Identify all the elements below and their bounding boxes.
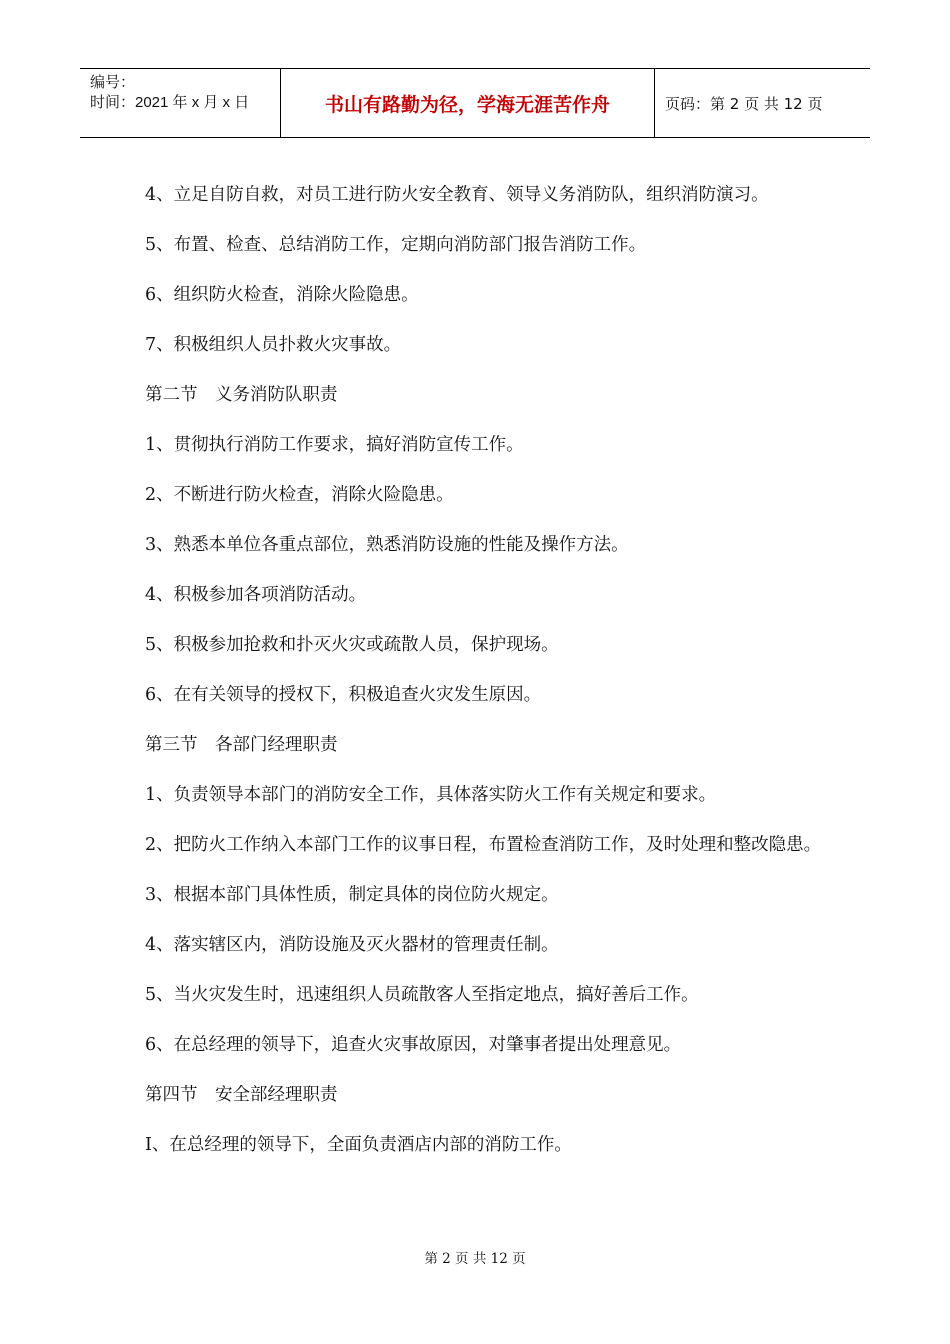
header-motto: 书山有路勤为径，学海无涯苦作舟 bbox=[281, 69, 655, 137]
paragraph: 3、根据本部门具体性质，制定具体的岗位防火规定。 bbox=[145, 885, 559, 905]
paragraph: 5、当火灾发生时，迅速组织人员疏散客人至指定地点，搞好善后工作。 bbox=[145, 985, 699, 1005]
paragraph: I、在总经理的领导下，全面负责酒店内部的消防工作。 bbox=[145, 1135, 572, 1155]
document-number-label: 编号： bbox=[90, 74, 136, 91]
paragraph: 7、积极组织人员扑救火灾事故。 bbox=[145, 335, 402, 355]
page-footer: 第 2 页 共 12 页 bbox=[424, 1251, 526, 1267]
paragraph: 2、不断进行防火检查，消除火险隐患。 bbox=[145, 485, 454, 505]
paragraph: 6、组织防火检查，消除火险隐患。 bbox=[145, 285, 419, 305]
paragraph: 5、积极参加抢救和扑灭火灾或疏散人员，保护现场。 bbox=[145, 635, 559, 655]
page-header bbox=[80, 68, 870, 138]
paragraph: 1、负责领导本部门的消防安全工作，具体落实防火工作有关规定和要求。 bbox=[145, 785, 717, 805]
paragraph: 6、在总经理的领导下，追查火灾事故原因，对肇事者提出处理意见。 bbox=[145, 1035, 682, 1055]
paragraph: 6、在有关领导的授权下，积极追查火灾发生原因。 bbox=[145, 685, 542, 705]
paragraph: 3、熟悉本单位各重点部位，熟悉消防设施的性能及操作方法。 bbox=[145, 535, 629, 555]
paragraph: 4、落实辖区内，消防设施及灭火器材的管理责任制。 bbox=[145, 935, 559, 955]
paragraph: 4、积极参加各项消防活动。 bbox=[145, 585, 367, 605]
paragraph: 4、立足自防自救，对员工进行防火安全教育、领导义务消防队，组织消防演习。 bbox=[145, 185, 769, 205]
section-heading: 第二节 义务消防队职责 bbox=[145, 385, 338, 405]
section-heading: 第四节 安全部经理职责 bbox=[145, 1085, 338, 1105]
document-date: 时间：2021 年 x 月 x 日 bbox=[90, 94, 250, 111]
section-heading: 第三节 各部门经理职责 bbox=[145, 735, 338, 755]
paragraph: 1、贯彻执行消防工作要求，搞好消防宣传工作。 bbox=[145, 435, 524, 455]
header-page-info: 页码：第 2 页 共 12 页 bbox=[665, 94, 823, 113]
document-body bbox=[145, 183, 825, 1183]
paragraph: 5、布置、检查、总结消防工作，定期向消防部门报告消防工作。 bbox=[145, 235, 647, 255]
paragraph: 2、把防火工作纳入本部门工作的议事日程，布置检查消防工作，及时处理和整改隐患。 bbox=[145, 835, 822, 855]
header-meta bbox=[80, 69, 281, 137]
